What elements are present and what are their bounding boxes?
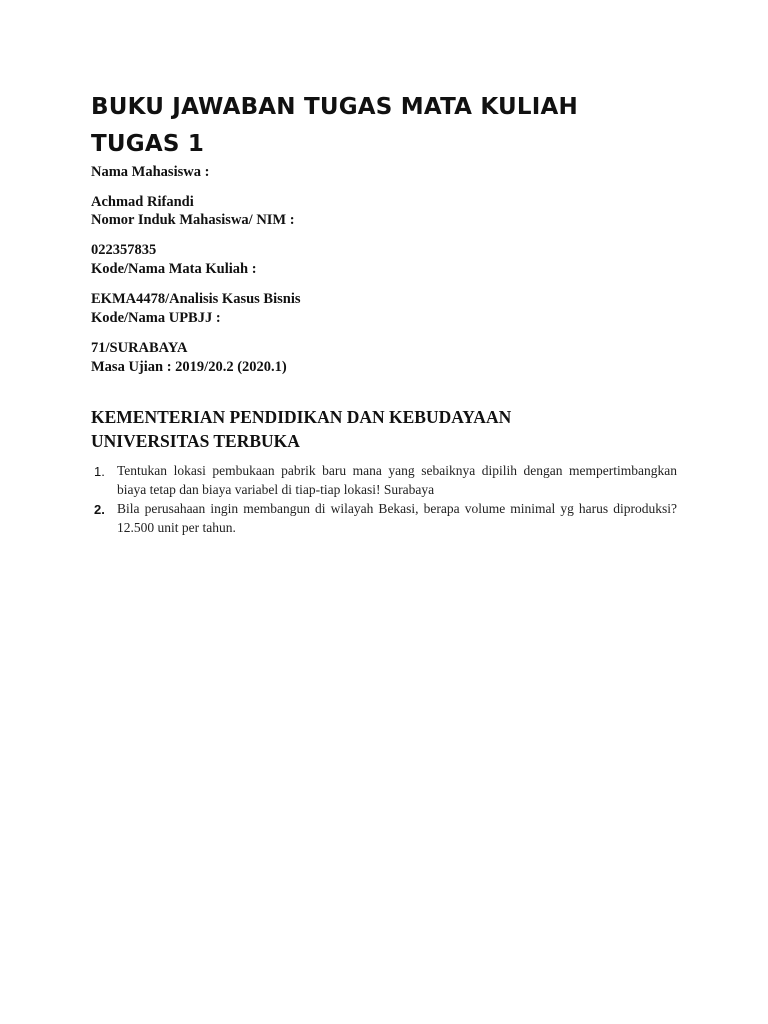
field-label-student-id: Nomor Induk Mahasiswa/ NIM : [91,212,295,228]
university-name: UNIVERSITAS TERBUKA [91,431,300,451]
question-number: 1. [94,464,105,479]
question-list [91,462,677,538]
question-item [91,462,677,499]
document-title: BUKU JAWABAN TUGAS MATA KULIAH [91,94,578,120]
field-label-student-name: Nama Mahasiswa : [91,164,210,180]
field-value-student-id: 022357835 [91,242,157,258]
document-subtitle: TUGAS 1 [91,131,205,157]
field-value-student-name: Achmad Rifandi [91,194,194,210]
question-number: 2. [94,502,105,517]
question-text: Bila perusahaan ingin membangun di wilayah Bekasi, berapa volume minimal yg harus diproduksi? 12.500 unit per tahun. [117,501,677,535]
question-item [91,500,677,537]
field-label-course: Kode/Nama Mata Kuliah : [91,261,257,277]
field-exam-period: Masa Ujian : 2019/20.2 (2020.1) [91,359,287,375]
field-label-upbjj: Kode/Nama UPBJJ : [91,310,221,326]
field-value-course: EKMA4478/Analisis Kasus Bisnis [91,291,301,307]
question-text: Tentukan lokasi pembukaan pabrik baru mana yang sebaiknya dipilih dengan mempertimbangkan biaya tetap dan biaya variabel di tiap-tiap lokasi! Surabaya [117,463,677,497]
ministry-name: KEMENTERIAN PENDIDIKAN DAN KEBUDAYAAN [91,407,512,427]
field-value-upbjj: 71/SURABAYA [91,340,188,356]
